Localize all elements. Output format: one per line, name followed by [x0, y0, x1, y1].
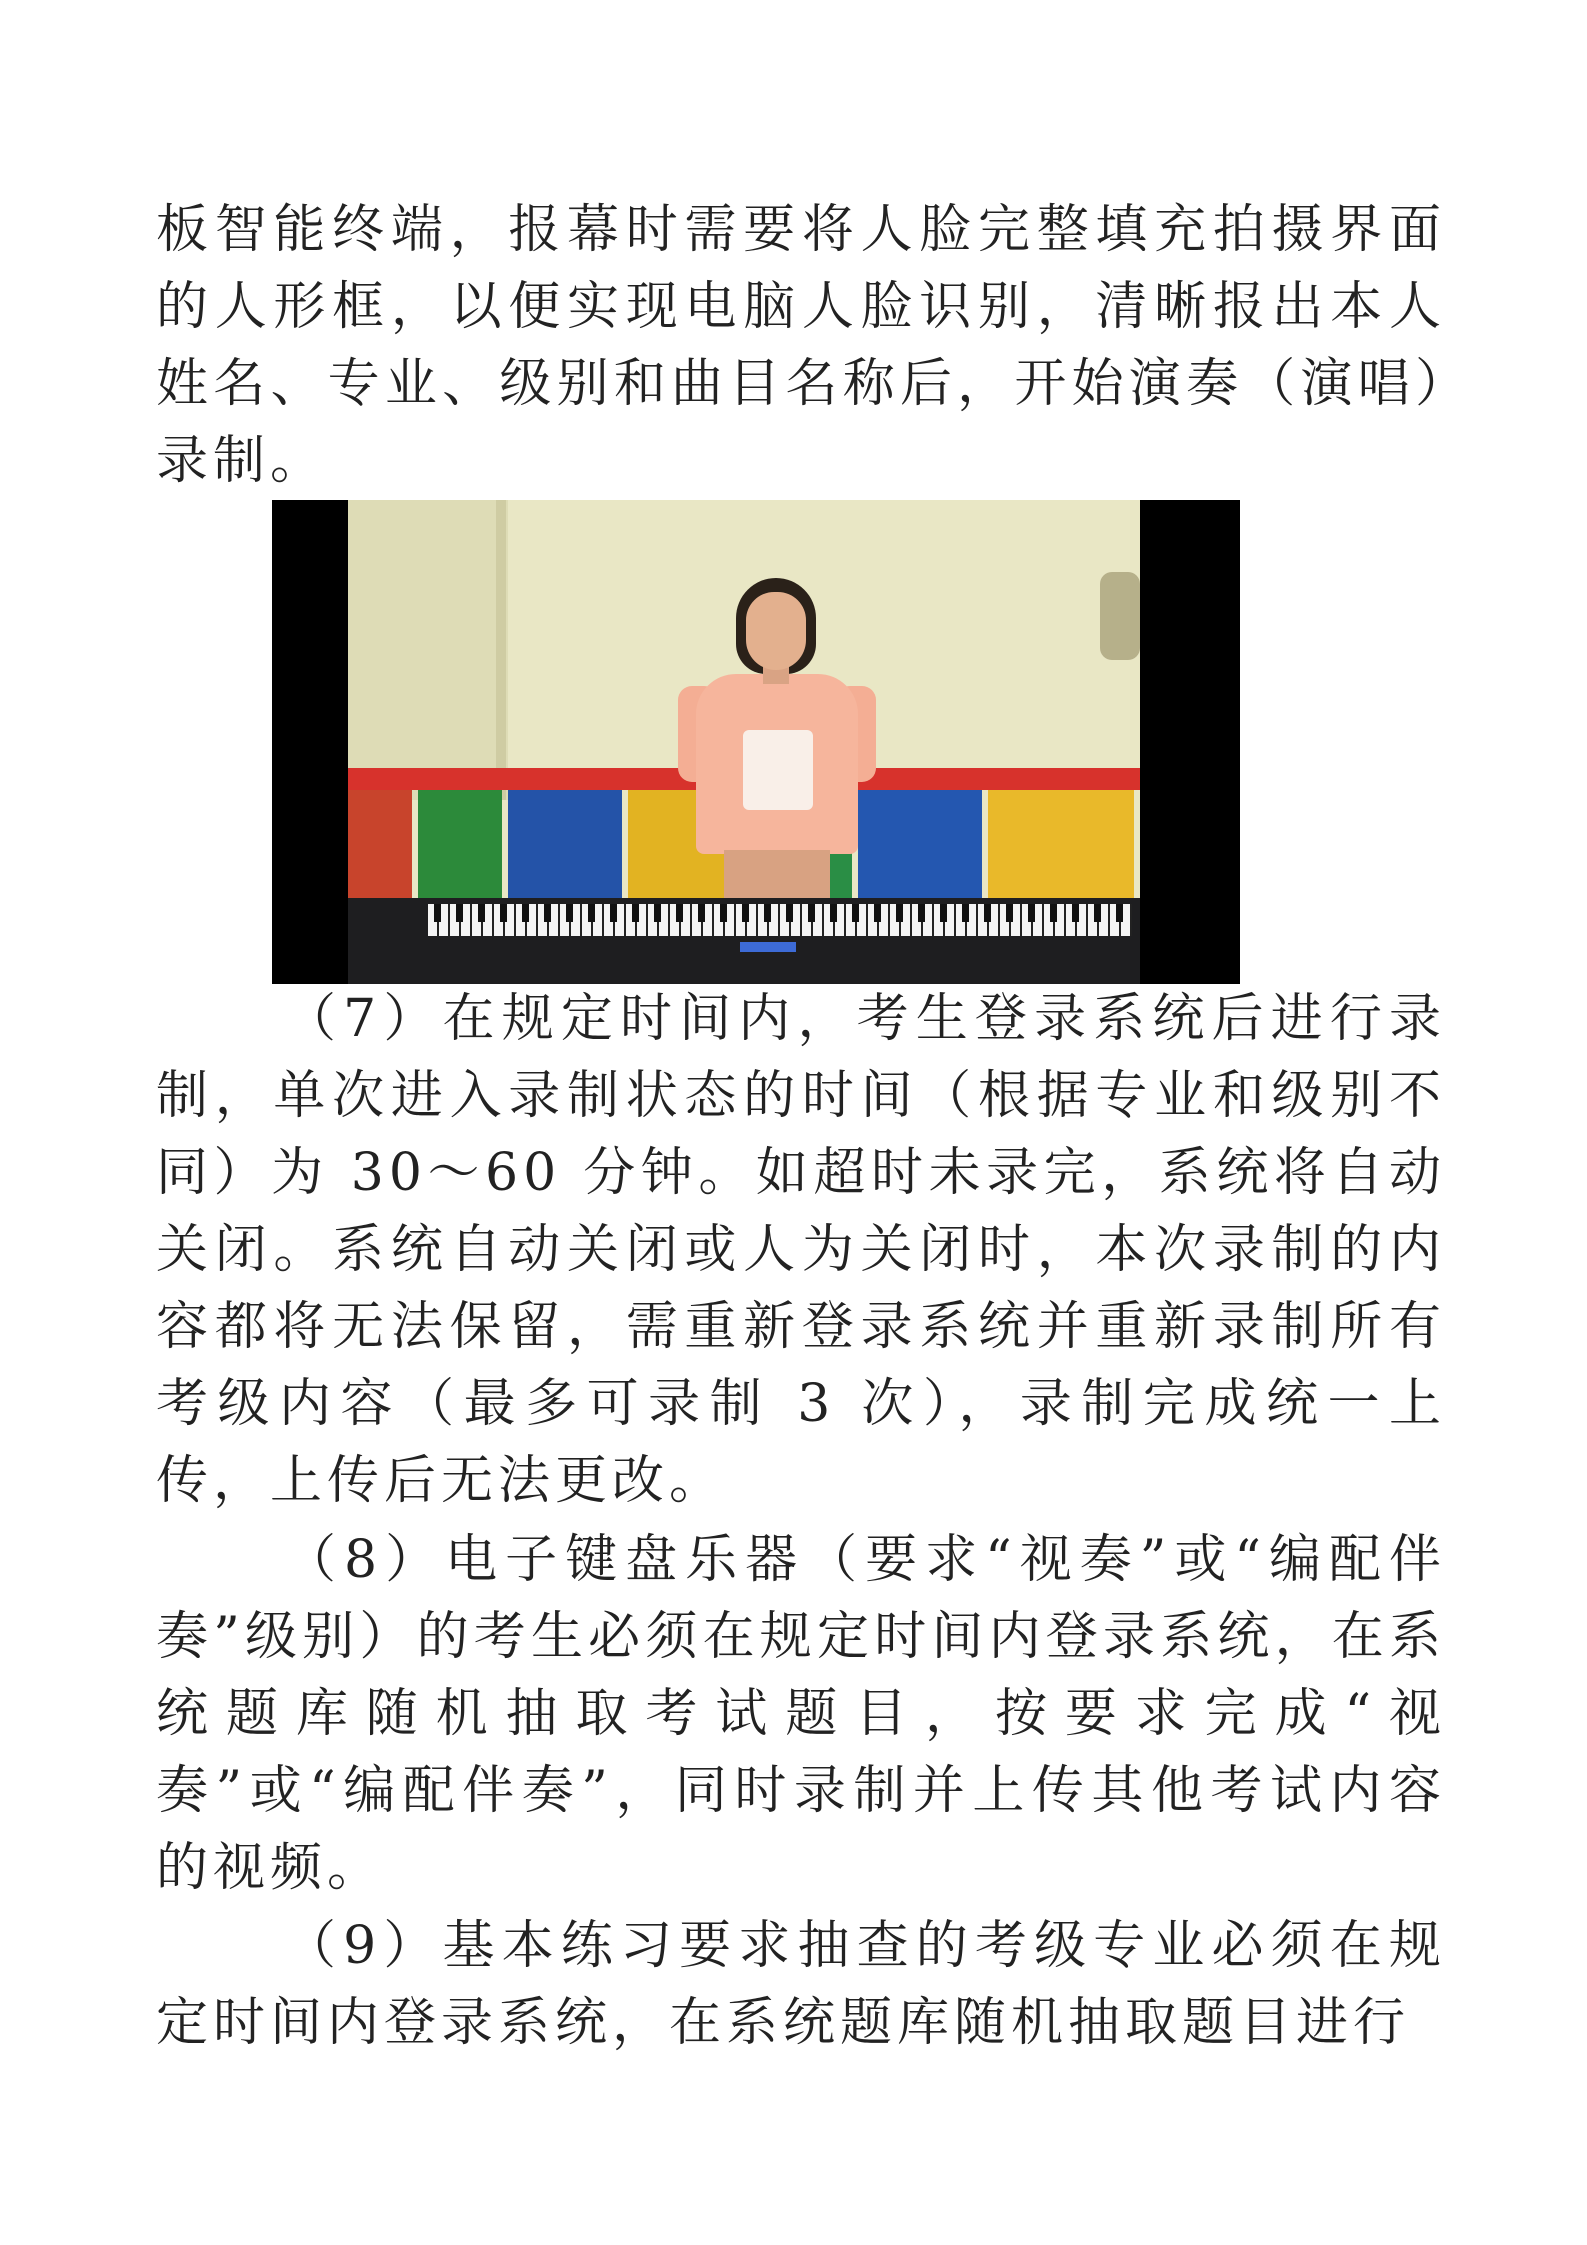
shirt-print [743, 730, 813, 810]
paragraph-intro: 板智能终端，报幕时需要将人脸完整填充拍摄界面的人形框，以便实现电脑人脸识别，清晰报出本人姓名、专业、级别和曲目名称后，开始演奏（演唱）录制。 [156, 200, 1446, 491]
plant [1100, 572, 1140, 660]
paragraph-9: （9）基本练习要求抽查的考级专业必须在规定时间内登录系统，在系统题库随机抽取题目进行 [156, 1916, 1446, 2053]
performance-photo [272, 500, 1240, 984]
photo-scene [348, 500, 1140, 984]
keyboard-display [740, 942, 796, 952]
paragraph-8: （8）电子键盘乐器（要求“视奏”或“编配伴奏”级别）的考生必须在规定时间内登录系统，在系统题库随机抽取考试题目，按要求完成“视奏”或“编配伴奏”，同时录制并上传其他考试内容的视频。 [156, 1530, 1446, 1898]
girl-face [746, 592, 806, 670]
paragraph-7: （7）在规定时间内，考生登录系统后进行录制，单次进入录制状态的时间（根据专业和级别不同）为 30～60 分钟。如超时未录完，系统将自动关闭。系统自动关闭或人为关闭时，本次录制的内容都将无法保留，需重新登录系统并重新录制所有考级内容（最多可录制 3 次），录制完成统一上传，上传后无法更改。 [156, 989, 1446, 1511]
